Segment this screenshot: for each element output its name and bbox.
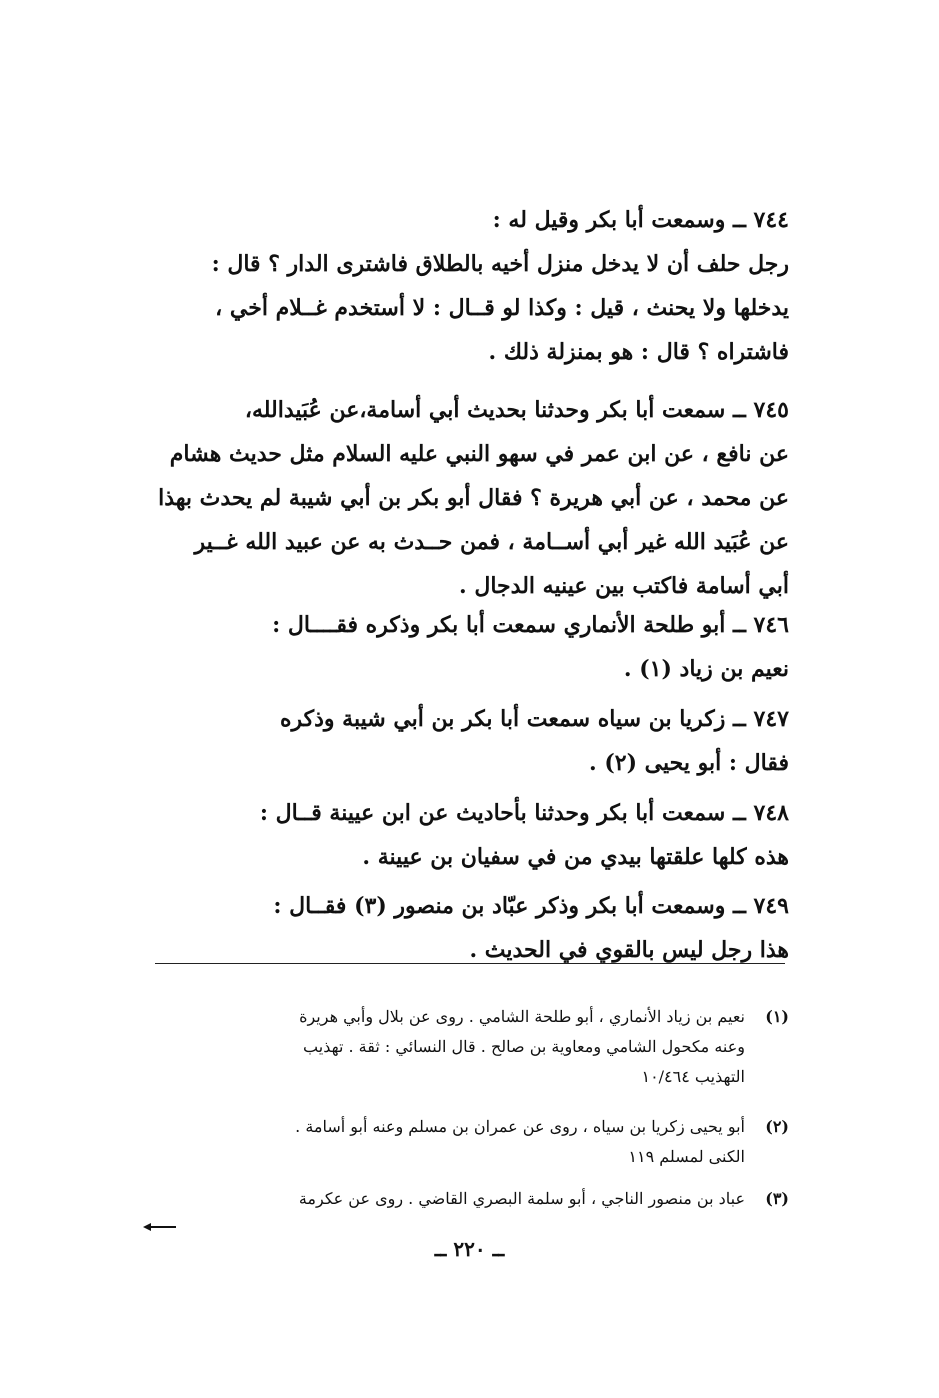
entry-746 [149, 603, 789, 691]
entry-744-line-2: رجل حلف أن لا يدخل منزل أخيه بالطلاق فاشترى الدار ؟ قال : [211, 251, 789, 277]
footnote-3-line-1 [149, 1184, 789, 1214]
footnote-2-marker: (٢) [765, 1117, 789, 1136]
footnote-3 [149, 1184, 789, 1214]
footnote-2-text-1: أبو يحيى زكريا بن سياه ، روى عن عمران بن مسلم وعنه أبو أسامة . [295, 1117, 745, 1136]
footnote-3-marker: (٣) [765, 1189, 789, 1208]
entry-746-line-2: نعيم بن زياد (١) . [623, 656, 789, 682]
entry-744-line-4: فاشتراه ؟ قال : هو بمنزلة ذلك . [488, 339, 789, 365]
footnote-2-line-1 [149, 1112, 789, 1142]
entry-748-line-2: هذه كلها علقتها بيدي من في سفيان بن عيينة . [362, 844, 789, 870]
entry-745-line-3: عن محمد ، عن أبي هريرة ؟ فقال أبو بكر بن أبي شيبة لم يحدث بهذا [158, 485, 789, 511]
footnote-1-line-2: وعنه مكحول الشامي ومعاوية بن صالح . قال النسائي : ثقة . تهذيب [303, 1037, 745, 1056]
footnote-1-line-1 [149, 1002, 789, 1032]
entry-745-line-1: ٧٤٥ ــ سمعت أبا بكر وحدثنا بحديث أبي أسامة،عن عُبَيدالله، [244, 397, 789, 423]
entry-749-line-2: هذا رجل ليس بالقوي في الحديث . [469, 937, 789, 963]
footnote-2 [149, 1112, 789, 1172]
entry-745-line-2: عن نافع ، عن ابن عمر في سهو النبي عليه السلام مثل حديث هشام [169, 441, 789, 467]
entry-748-line-1: ٧٤٨ ــ سمعت أبا بكر وحدثنا بأحاديث عن ابن عيينة قــال : [259, 800, 789, 826]
entry-747 [149, 697, 789, 785]
entry-744-line-3: يدخلها ولا يحنث ، قيل : وكذا لو قــال : لا أستخدم غــلام أخي ، [215, 295, 789, 321]
footnote-1-line-3: التهذيب ١٠/٤٦٤ [641, 1067, 745, 1086]
entry-749 [149, 884, 789, 972]
footnote-2-line-2: الكنى لمسلم ١١٩ [628, 1147, 745, 1166]
page-number: ــ ٢٢٠ ــ [434, 1237, 505, 1261]
footnote-1-text-1: نعيم بن زياد الأنماري ، أبو طلحة الشامي . روى عن بلال وأبي هريرة [299, 1007, 745, 1026]
arrow-left-icon [143, 1222, 177, 1232]
entry-749-line-1: ٧٤٩ ــ وسمعت أبا بكر وذكر عبّاد بن منصور (٣) فقــال : [273, 893, 789, 919]
entry-745 [149, 388, 789, 608]
entry-745-line-4: عن عُبَيد الله غير أبي أســامة ، فمن حــدث به عن عبيد الله غــير [194, 529, 789, 555]
entry-746-line-1: ٧٤٦ ــ أبو طلحة الأنماري سمعت أبا بكر وذكره فقــــال : [272, 612, 789, 638]
entry-744 [149, 198, 789, 374]
footnote-3-text-1: عباد بن منصور الناجي ، أبو سلمة البصري القاضي . روى عن عكرمة [298, 1189, 745, 1208]
footnote-1 [149, 1002, 789, 1092]
entry-745-line-5: أبي أسامة فاكتب بين عينيه الدجال . [459, 573, 789, 599]
footnote-separator [155, 963, 785, 964]
entry-744-line-1: ٧٤٤ ــ وسمعت أبا بكر وقيل له : [492, 207, 789, 233]
entry-748 [149, 791, 789, 879]
entry-747-line-1: ٧٤٧ ــ زكريا بن سياه سمعت أبا بكر بن أبي شيبة وذكره [279, 706, 789, 732]
footnote-1-marker: (١) [765, 1007, 789, 1026]
entry-747-line-2: فقال : أبو يحيى (٢) . [589, 750, 789, 776]
